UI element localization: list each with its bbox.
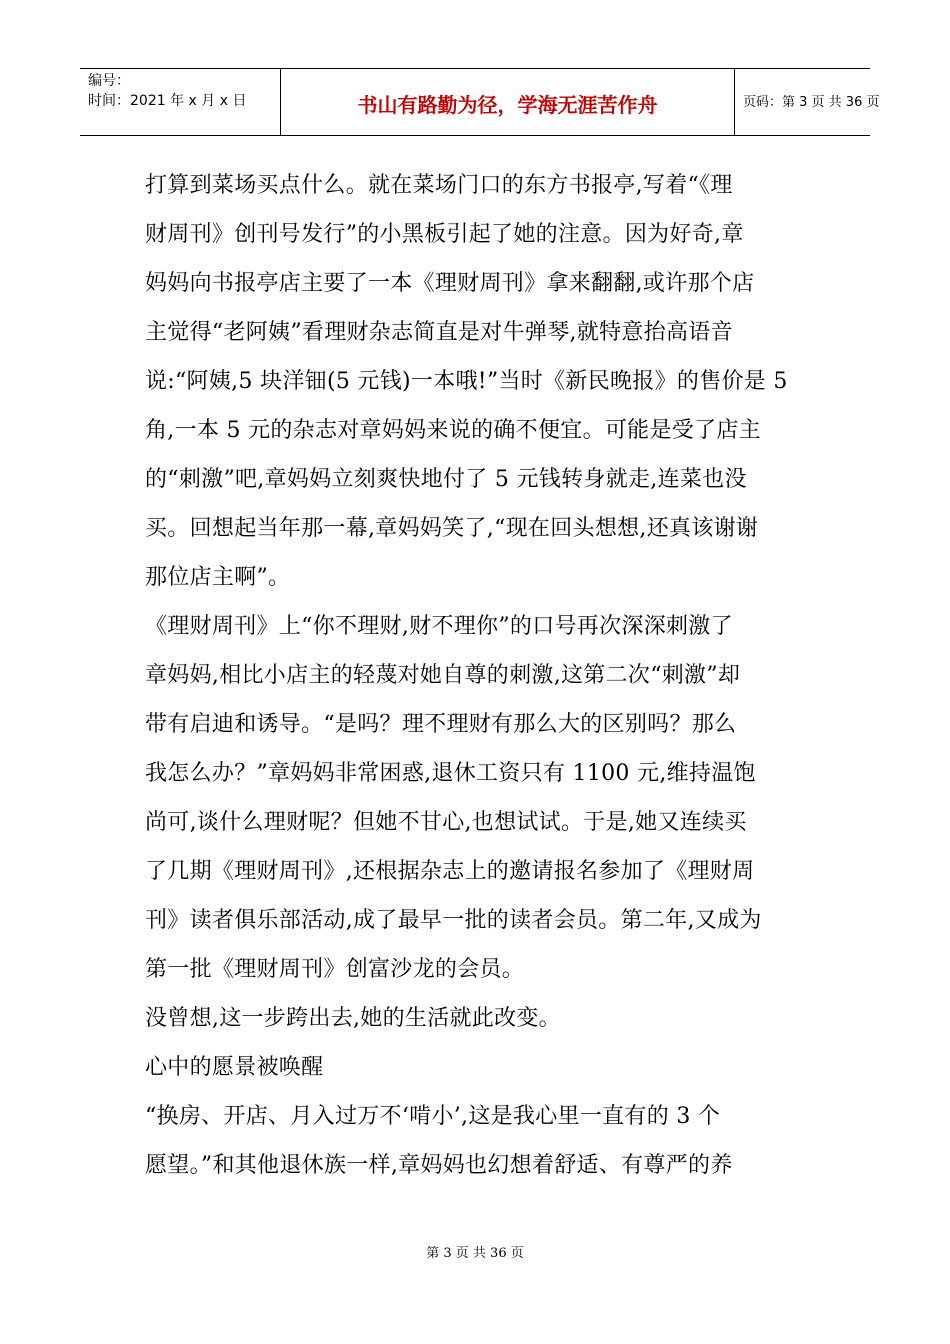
header-meta-cell [80, 69, 281, 135]
body-line: “换房、开店、月入过万不‘啃小’,这是我心里一直有的 3 个 [145, 1104, 721, 1129]
header-motto-cell [281, 69, 735, 135]
body-line: 刊》读者俱乐部活动,成了最早一批的读者会员。第二年,又成为 [145, 908, 762, 933]
body-line: 主觉得“老阿姨”看理财杂志简直是对牛弹琴,就特意抬高语音 [145, 320, 733, 345]
body-line: 打算到菜场买点什么。就在菜场门口的东方书报亭,写着“《理 [145, 173, 733, 198]
body-line: 愿望。”和其他退休族一样,章妈妈也幻想着舒适、有尊严的养 [145, 1153, 733, 1178]
body-line: 第一批《理财周刊》创富沙龙的会员。 [145, 957, 525, 982]
document-header [80, 68, 880, 136]
body-line: 带有启迪和诱导。“是吗？理不理财有那么大的区别吗？那么 [145, 712, 737, 737]
header-motto: 书山有路勤为径，学海无涯苦作舟 [357, 93, 658, 117]
body-line: 尚可,谈什么理财呢？但她不甘心,也想试试。于是,她又连续买 [145, 810, 747, 835]
body-line: 妈妈向书报亭店主要了一本《理财周刊》拿来翻翻,或许那个店 [145, 271, 755, 296]
body-line: 没曾想,这一步跨出去,她的生活就此改变。 [145, 1006, 561, 1031]
body-line: 说:“阿姨,5 块洋钿(5 元钱)一本哦!”当时《新民晚报》的售价是 5 [145, 369, 788, 394]
body-line: 的“刺激”吧,章妈妈立刻爽快地付了 5 元钱转身就走,连菜也没 [145, 467, 747, 492]
body-line: 章妈妈,相比小店主的轻蔑对她自尊的刺激,这第二次“刺激”却 [145, 663, 741, 688]
body-line: 财周刊》创刊号发行”的小黑板引起了她的注意。因为好奇,章 [145, 222, 744, 247]
page-footer: 第 3 页 共 36 页 [426, 1246, 524, 1261]
body-line: 角,一本 5 元的杂志对章妈妈来说的确不便宜。可能是受了店主 [145, 418, 761, 443]
body-line: 那位店主啊”。 [145, 565, 291, 590]
body-line: 了几期《理财周刊》,还根据杂志上的邀请报名参加了《理财周 [145, 859, 755, 884]
body-line: 《理财周刊》上“你不理财,财不理你”的口号再次深深刺激了 [145, 614, 733, 639]
header-page-cell [735, 69, 880, 135]
body-line: 我怎么办？”章妈妈非常困惑,退休工资只有 1100 元,维持温饱 [145, 761, 756, 786]
body-line: 买。回想起当年那一幕,章妈妈笑了,“现在回头想想,还真该谢谢 [145, 516, 759, 541]
section-heading: 心中的愿景被唤醒 [145, 1055, 324, 1080]
header-page-code: 页码：第 3 页 共 36 页 [743, 95, 880, 110]
document-number-label: 编号： [88, 73, 130, 89]
document-date-label: 时间：2021 年 x 月 x 日 [88, 93, 247, 109]
document-body [145, 166, 815, 1195]
